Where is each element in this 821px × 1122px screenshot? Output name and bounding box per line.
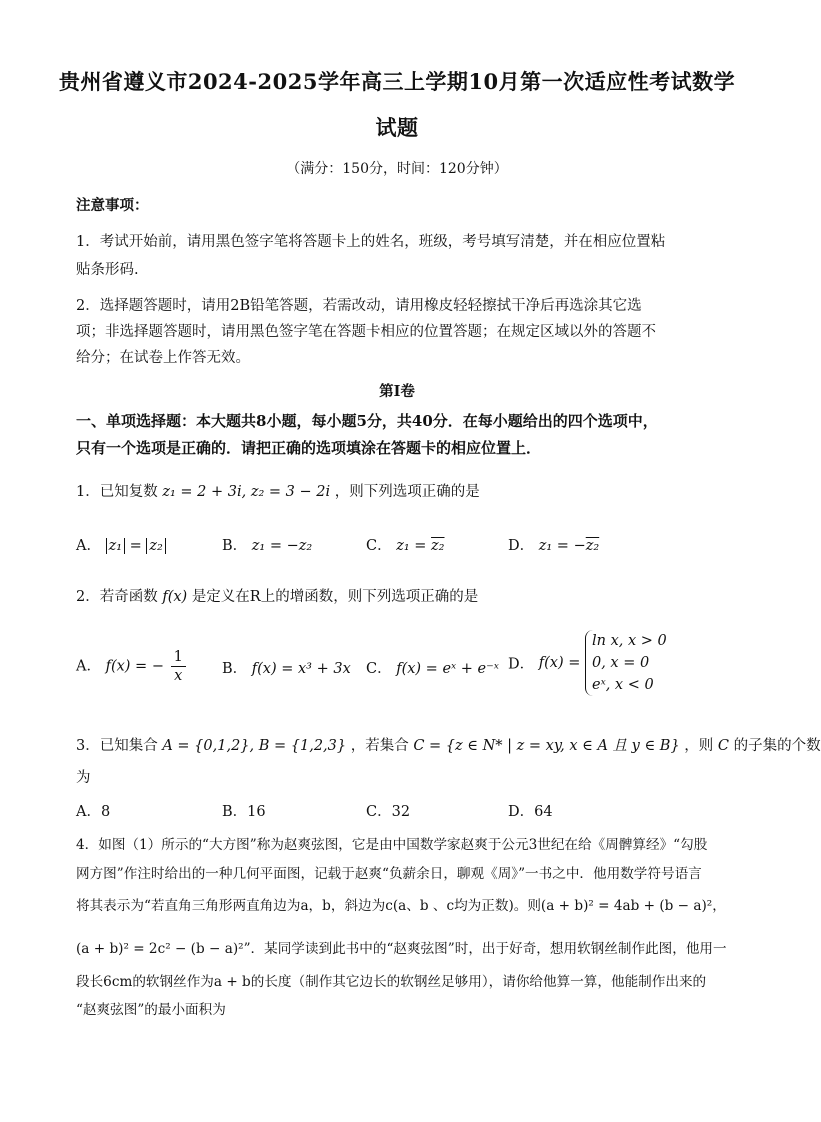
conjugate-mark: z₂ (585, 538, 600, 554)
notice-line: 贴条形码. (76, 262, 139, 278)
question-1-formula: z₁ = 2 + 3i, z₂ = 3 − 2i (162, 484, 331, 500)
question-2-option-c: C． f(x) = eˣ + e⁻ˣ (366, 661, 499, 677)
exam-title-continued: 试题 (375, 115, 419, 140)
question-2-stem: 2．若奇函数 f(x) 是定义在R上的增函数，则下列选项正确的是 (76, 589, 479, 605)
exam-title: 贵州省遵义市2024-2025学年高三上学期10月第一次适应性考试数学 (58, 69, 736, 94)
conjugate-mark: z₂ (431, 538, 445, 554)
piecewise-function: ln x, x > 0 0, x = 0 eˣ, x < 0 (585, 630, 667, 696)
question-4-text: 4．如图（1）所示的“大方图”称为赵爽弦图，它是由中国数学家赵爽于公元3世纪在给《周髀算经》“勾股 (76, 837, 708, 853)
question-1-option-c: C． z₁ = z₂ (366, 538, 445, 554)
notice-line: 1．考试开始前，请用黑色签字笔将答题卡上的姓名，班级，考号填写清楚，并在相应位置粘 (76, 234, 666, 250)
section-title: 第I卷 (379, 383, 415, 400)
question-3-stem: 3．已知集合 A = {0,1,2}, B = {1,2,3} ，若集合 C = {z ∈ N* | z = xy, x ∈ A 且 y ∈ B} ，则 C 的子集的个数 (76, 738, 821, 754)
abs-value: z₂ (146, 538, 165, 554)
question-1-stem: 1．已知复数 z₁ = 2 + 3i, z₂ = 3 − 2i ，则下列选项正确的是 (76, 484, 480, 500)
question-3-option-a: A．8 (76, 804, 111, 820)
question-2-option-b: B． f(x) = x³ + 3x (222, 661, 351, 677)
question-3-stem-continued: 为 (76, 770, 91, 786)
question-3-option-b: B．16 (222, 804, 266, 820)
question-4-text: 段长6cm的软钢丝作为a + b的长度（制作其它边长的软钢丝足够用），请你给他算一算，他能制作出来的 (76, 974, 707, 990)
exam-subtitle: （满分：150分，时间：120分钟） (286, 161, 508, 177)
question-4-text: 将其表示为“若直角三角形两直角边为a，b，斜边为c(a、b 、c均为正数)。则(a + b)² = 4ab + (b − a)²， (76, 898, 726, 914)
notice-line: 2．选择题答题时，请用2B铅笔答题，若需改动，请用橡皮轻轻擦拭干净后再选涂其它选 (76, 298, 642, 314)
question-2-option-d: D． f(x) = ln x, x > 0 0, x = 0 eˣ, x < 0 (508, 630, 667, 696)
question-1-option-b: B． z₁ = −z₂ (222, 538, 313, 554)
notice-line: 给分；在试卷上作答无效。 (76, 350, 250, 366)
fraction: $\frac{1}{x}$ (171, 648, 186, 685)
question-4-text: “赵爽弦图”的最小面积为 (76, 1002, 226, 1018)
question-1-option-a: A． z₁ = z₂ (76, 534, 166, 555)
part1-heading: 一、单项选择题：本大题共8小题，每小题5分，共40分．在每小题给出的四个选项中， (76, 412, 658, 430)
abs-value: z₁ (106, 538, 125, 554)
question-4-text: (a + b)² = 2c² − (b − a)²”．某同学读到此书中的“赵爽弦图”时，出于好奇，想用软钢丝制作此图，他用一 (76, 941, 727, 957)
question-3-option-c: C．32 (366, 804, 411, 820)
question-1-option-d: D． z₁ = −z₂ (508, 538, 600, 554)
question-4-text: 网方图”作注时给出的一种几何平面图，记载于赵爽“负薪余日，聊观《周》”一书之中．他用数学符号语言 (76, 866, 702, 882)
notice-line: 项；非选择题答题时，请用黑色签字笔在答题卡相应的位置答题；在规定区域以外的答题不 (76, 324, 656, 340)
notice-heading: 注意事项： (76, 197, 149, 214)
part1-heading: 只有一个选项是正确的．请把正确的选项填涂在答题卡的相应位置上． (76, 439, 542, 457)
question-2-option-a: A． f(x) = − $\frac{1}{x}$ (76, 648, 188, 685)
question-3-option-d: D．64 (508, 804, 553, 820)
